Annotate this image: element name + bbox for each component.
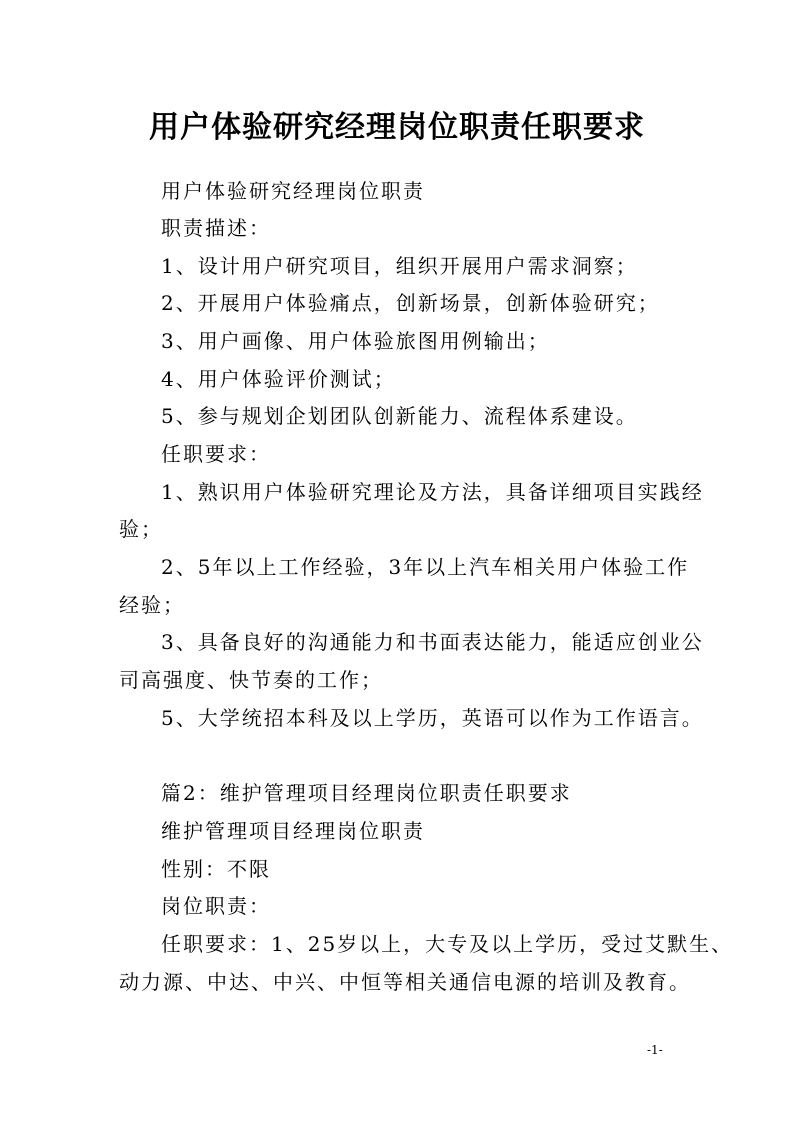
list-item: 5、参与规划企划团队创新能力、流程体系建设。 (161, 404, 638, 428)
section-heading: 用户体验研究经理岗位职责 (161, 179, 425, 203)
list-item-continuation: 经验； (119, 593, 185, 617)
paragraph-line: 维护管理项目经理岗位职责 (161, 819, 425, 843)
list-item: 1、熟识用户体验研究理论及方法，具备详细项目实践经 (161, 480, 704, 504)
page-number: -1- (647, 1043, 663, 1057)
list-item: 1、设计用户研究项目，组织开展用户需求洞察； (161, 254, 638, 278)
list-item-continuation: 验； (119, 517, 163, 541)
paragraph-line: 职责描述： (161, 216, 271, 240)
section-heading: 篇2：维护管理项目经理岗位职责任职要求 (161, 781, 572, 805)
list-item: 3、用户画像、用户体验旅图用例输出； (161, 329, 550, 353)
list-item: 3、具备良好的沟通能力和书面表达能力，能适应创业公 (161, 630, 704, 654)
list-item: 2、开展用户体验痛点，创新场景，创新体验研究； (161, 291, 660, 315)
list-item-continuation: 司高强度、快节奏的工作； (119, 668, 383, 692)
paragraph-line: 性别：不限 (161, 857, 271, 881)
paragraph-line: 岗位职责： (161, 894, 271, 918)
paragraph-line: 任职要求： (161, 442, 271, 466)
list-item: 5、大学统招本科及以上学历，英语可以作为工作语言。 (161, 706, 704, 730)
paragraph-line: 任职要求：1、25岁以上，大专及以上学历，受过艾默生、 (161, 932, 734, 956)
list-item: 2、5年以上工作经验，3年以上汽车相关用户体验工作 (161, 555, 690, 579)
paragraph-continuation: 动力源、中达、中兴、中恒等相关通信电源的培训及教育。 (119, 970, 691, 994)
list-item: 4、用户体验评价测试； (161, 367, 396, 391)
document-title: 用户体验研究经理岗位职责任职要求 (149, 110, 645, 145)
